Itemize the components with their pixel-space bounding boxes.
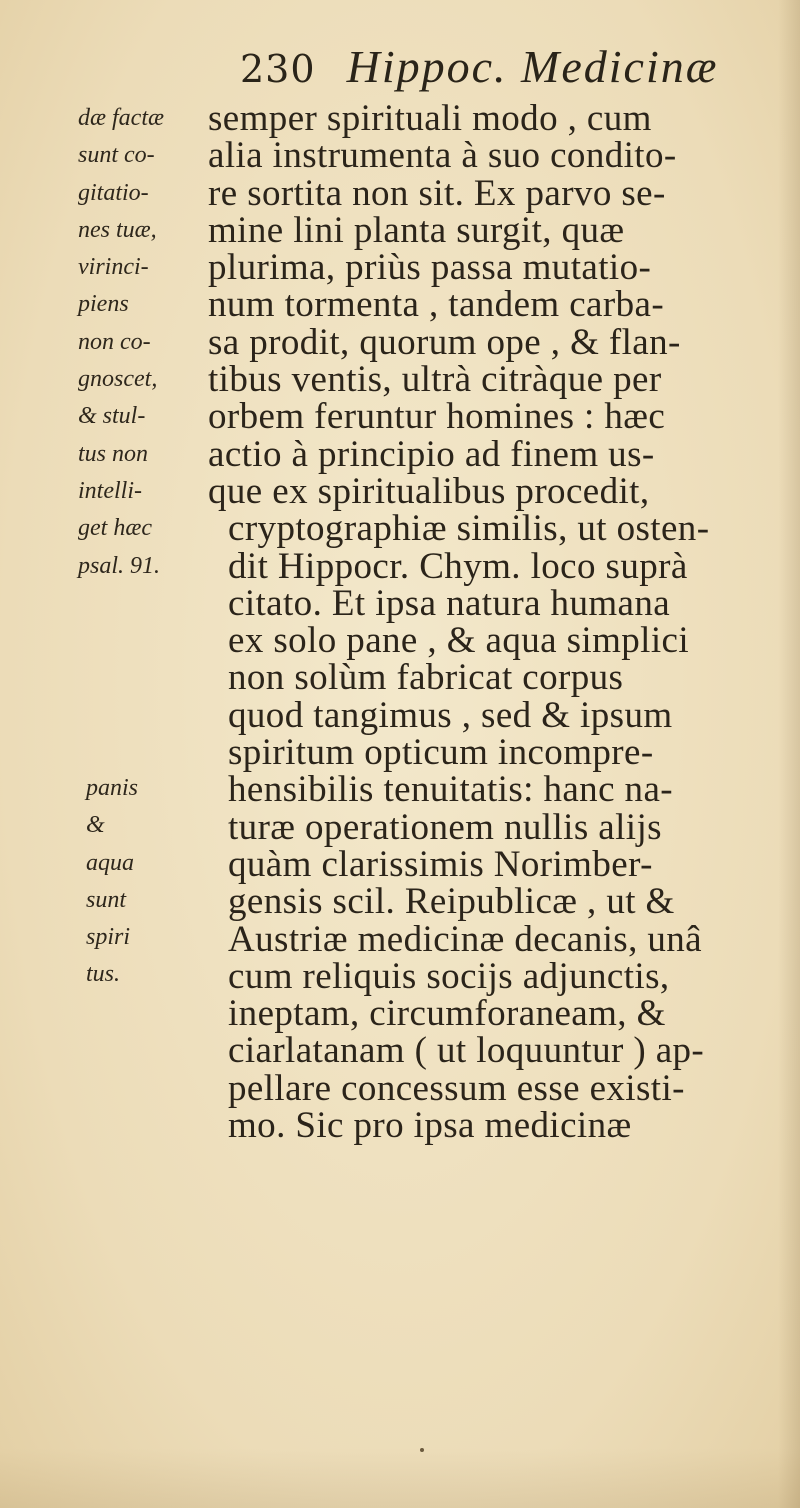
text-line: orbem feruntur homines : hæc — [208, 396, 666, 438]
margin-note-line: aqua — [86, 849, 134, 876]
text-line: dit Hippocr. Chym. loco suprà — [228, 545, 688, 587]
margin-note-scripture — [78, 100, 208, 585]
margin-note-line: intelli- — [78, 477, 142, 504]
margin-note-line: panis — [86, 775, 139, 801]
text-line: cum reliquis socijs adjunctis, — [228, 955, 670, 997]
margin-note-line: virinci- — [78, 254, 149, 281]
margin-note-line: gnoscet, — [78, 366, 158, 393]
page-edge-shadow — [778, 0, 800, 1508]
text-line: sa prodit, quorum ope , & flan- — [208, 321, 681, 363]
margin-note-line: spiri — [86, 924, 131, 951]
text-line: ex solo pane , & aqua simplici — [228, 620, 690, 662]
text-line: pellare concessum esse existi- — [228, 1067, 685, 1109]
ink-speck — [420, 1448, 424, 1452]
text-line: actio à principio ad finem us- — [208, 433, 655, 475]
text-line: re sortita non sit. Ex parvo se- — [208, 172, 666, 214]
margin-note-line: gitatio- — [78, 179, 149, 206]
text-line: cryptographiæ similis, ut osten- — [228, 508, 710, 550]
text-line: mo. Sic pro ipsa medicinæ — [228, 1105, 632, 1147]
margin-note-line: & — [86, 812, 105, 839]
margin-note-line: nes tuæ, — [78, 216, 157, 243]
margin-note-line: get hæc — [78, 515, 152, 542]
running-title: Hippoc. Medicinæ — [346, 41, 719, 92]
text-line: quàm clarissimis Norimber- — [228, 843, 653, 885]
text-line: citato. Et ipsa natura humana — [228, 582, 671, 624]
margin-note-line: dæ factæ — [78, 105, 165, 131]
text-line: ineptam, circumforaneam, & — [228, 993, 666, 1035]
text-line: Austriæ medicinæ decanis, unâ — [228, 918, 703, 960]
margin-note-line: & stul- — [78, 403, 146, 430]
margin-note-line: psal. 91. — [78, 552, 161, 579]
text-line: alia instrumenta à suo condito- — [208, 135, 677, 177]
page-number: 230 — [240, 47, 316, 91]
text-line: quod tangimus , sed & ipsum — [228, 694, 673, 736]
text-line: spiritum opticum incompre- — [228, 732, 654, 774]
text-line: que ex spiritualibus procedit, — [208, 470, 650, 512]
margin-note-line: sunt co- — [78, 142, 155, 169]
margin-note-line: tus. — [86, 961, 121, 988]
margin-note-bread-water — [86, 770, 216, 994]
text-line: plurima, priùs passa mutatio- — [208, 247, 652, 289]
text-line: non solùm fabricat corpus — [228, 657, 624, 699]
margin-note-line: piens — [78, 291, 129, 318]
text-line: mine lini planta surgit, quæ — [208, 209, 625, 251]
text-line: num tormenta , tandem carba- — [208, 284, 665, 326]
margin-note-line: non co- — [78, 328, 151, 355]
text-line: gensis scil. Reipublicæ , ut & — [228, 881, 675, 923]
text-line: turæ operationem nullis alijs — [228, 806, 662, 848]
body-text — [208, 98, 768, 1147]
text-line: hensibilis tenuitatis: hanc na- — [228, 769, 673, 811]
text-line: tibus ventis, ultrà citràque per — [208, 359, 662, 401]
margin-note-line: tus non — [78, 440, 149, 467]
running-head — [240, 40, 760, 96]
margin-note-line: sunt — [86, 886, 127, 913]
text-line: ciarlatanam ( ut loquuntur ) ap- — [228, 1030, 705, 1072]
text-line: semper spirituali modo , cum — [208, 98, 652, 139]
page-bottom-shade — [0, 1448, 800, 1508]
